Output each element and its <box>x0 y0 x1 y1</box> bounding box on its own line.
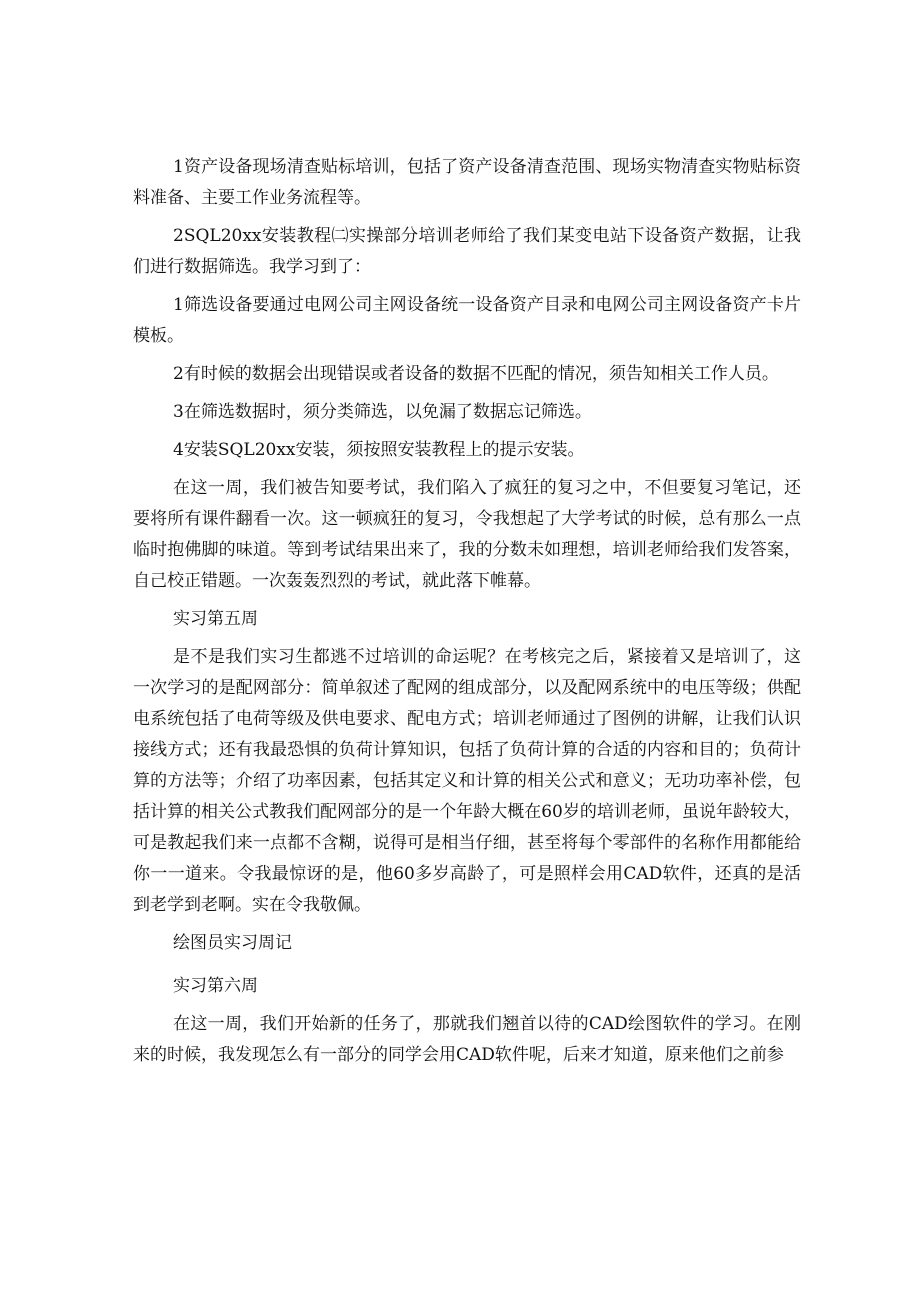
paragraph-cad-learning: 在这一周，我们开始新的任务了，那就我们翘首以待的CAD绘图软件的学习。在刚来的时候，我发现怎么有一部分的同学会用CAD软件呢，后来才知道，原来他们之前参 <box>133 1014 801 1065</box>
document-body <box>133 152 801 1078</box>
paragraph-exam-week: 在这一周，我们被告知要考试，我们陷入了疯狂的复习之中，不但要复习笔记，还要将所有课件翻看一次。这一顿疯狂的复习，令我想起了大学考试的时候，总有那么一点临时抱佛脚的味道。等到考试结果出来了，我的分数未如理想，培训老师给我们发答案，自己校正错题。一次轰轰烈烈的考试，就此落下帷幕。 <box>133 478 801 591</box>
paragraph-asset-inventory-training: 1资产设备现场清查贴标培训，包括了资产设备清查范围、现场实物清查实物贴标资料准备、主要工作业务流程等。 <box>133 157 801 208</box>
paragraph-learned-item-2: 2有时候的数据会出现错误或者设备的数据不匹配的情况，须告知相关工作人员。 <box>173 364 779 384</box>
paragraph-distribution-network-training: 是不是我们实习生都逃不过培训的命运呢？在考核完之后，紧接着又是培训了，这一次学习的是配网部分：简单叙述了配网的组成部分，以及配网系统中的电压等级；供配电系统包括了电荷等级及供电要求、配电方式；培训老师通过了图例的讲解，让我们认识接线方式；还有我最恐惧的负荷计算知识，包括了负荷计算的合适的内容和目的；负荷计算的方法等；介绍了功率因素，包括其定义和计算的相关公式和意义；无功功率补偿，包括计算的相关公式教我们配网部分的是一个年龄大概在60岁的培训老师，虽说年龄较大，可是教起我们来一点都不含糊，说得可是相当仔细，甚至将每个零部件的名称作用都能给你一一道来。令我最惊讶的是，他60多岁高龄了，可是照样会用CAD软件，还真的是活到老学到老啊。实在令我敬佩。 <box>133 647 801 915</box>
paragraph-learned-item-4: 4安装SQL20xx安装，须按照安装教程上的提示安装。 <box>173 440 585 460</box>
heading-draftsman-internship-journal: 绘图员实习周记 <box>173 933 292 953</box>
heading-week-six: 实习第六周 <box>173 976 258 996</box>
paragraph-sql-installation-tutorial: 2SQL20xx安装教程㈡实操部分培训老师给了我们某变电站下设备资产数据，让我们进行数据筛选。我学习到了： <box>133 226 801 277</box>
heading-week-five: 实习第五周 <box>173 609 258 629</box>
paragraph-learned-item-1: 1筛选设备要通过电网公司主网设备统一设备资产目录和电网公司主网设备资产卡片模板。 <box>133 295 801 346</box>
paragraph-learned-item-3: 3在筛选数据时，须分类筛选，以免漏了数据忘记筛选。 <box>173 402 592 422</box>
